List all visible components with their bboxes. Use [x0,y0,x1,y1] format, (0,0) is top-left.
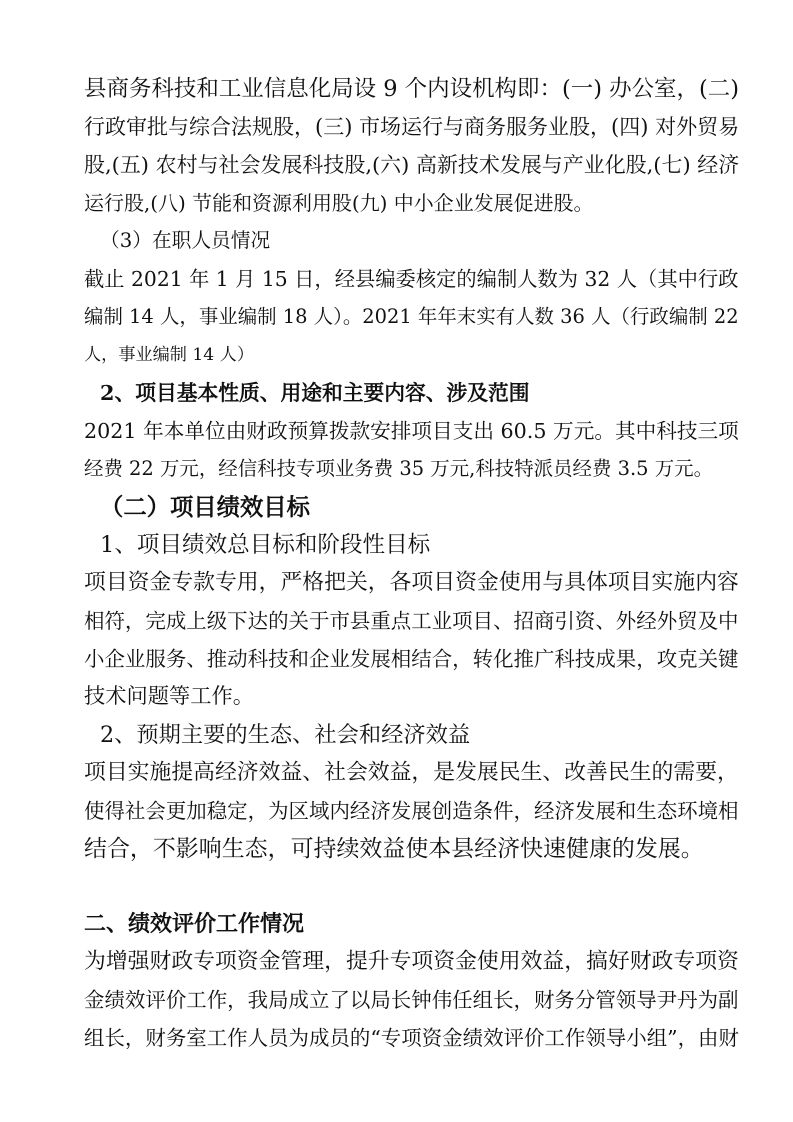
body-text-line: 使得社会更加稳定，为区域内经济发展创造条件，经济发展和生态环境相 [84,799,739,823]
body-text-line: 小企业服务、推动科技和企业发展相结合，转化推广科技成果，攻克关键 [84,647,739,671]
subheading: 2、预期主要的生态、社会和经济效益 [100,722,471,748]
body-text-line: 项目资金专款专用，严格把关，各项目资金使用与具体项目实施内容 [84,570,739,595]
body-text-line: 编制 14 人，事业编制 18 人）。2021 年年末实有人数 36 人（行政编制 22 [84,305,739,328]
body-text-line: 经费 22 万元，经信科技专项业务费 35 万元,科技特派员经费 3.5 万元。 [84,457,714,480]
body-text-line: 相符，完成上级下达的关于市县重点工业项目、招商引资、外经外贸及中 [84,609,739,633]
body-text-line: 运行股,(八) 节能和资源利用股(九) 中小企业发展促进股。 [84,191,594,215]
body-text-line: 项目实施提高经济效益、社会效益，是发展民生、改善民生的需要， [84,760,739,785]
body-text-line: 县商务科技和工业信息化局设 9 个内设机构即：(一) 办公室，(二) [84,76,739,102]
body-text-line: 为增强财政专项资金管理，提升专项资金使用效益，搞好财政专项资 [84,949,739,974]
body-text-line: 组长，财务室工作人员为成员的“专项资金绩效评价工作领导小组”，由财 [84,1026,739,1050]
subheading: （3）在职人员情况 [100,229,271,252]
body-text-line: 人，事业编制 14 人） [84,345,254,365]
section-heading: 二、绩效评价工作情况 [84,911,305,937]
subheading: 1、项目绩效总目标和阶段性目标 [100,532,431,558]
body-text-line: 技术问题等工作。 [84,684,255,709]
body-text-line: 结合，不影响生态，可持续效益使本县经济快速健康的发展。 [84,836,704,862]
body-text-line: 截止 2021 年 1 月 15 日，经县编委核定的编制人数为 32 人（其中行政 [84,267,739,291]
body-text-line: 2021 年本单位由财政预算拨款安排项目支出 60.5 万元。其中科技三项 [84,419,739,443]
body-text-line: 股,(五) 农村与社会发展科技股,(六) 高新技术发展与产业化股,(七) 经济 [84,153,740,177]
section-heading: 2、项目基本性质、用途和主要内容、涉及范围 [100,381,530,405]
body-text-line: 行政审批与综合法规股，(三) 市场运行与商务服务业股，(四) 对外贸易 [84,115,740,139]
section-heading: （二）项目绩效目标 [100,493,310,521]
body-text-line: 金绩效评价工作，我局成立了以局长钟伟任组长，财务分管领导尹丹为副 [84,988,739,1012]
